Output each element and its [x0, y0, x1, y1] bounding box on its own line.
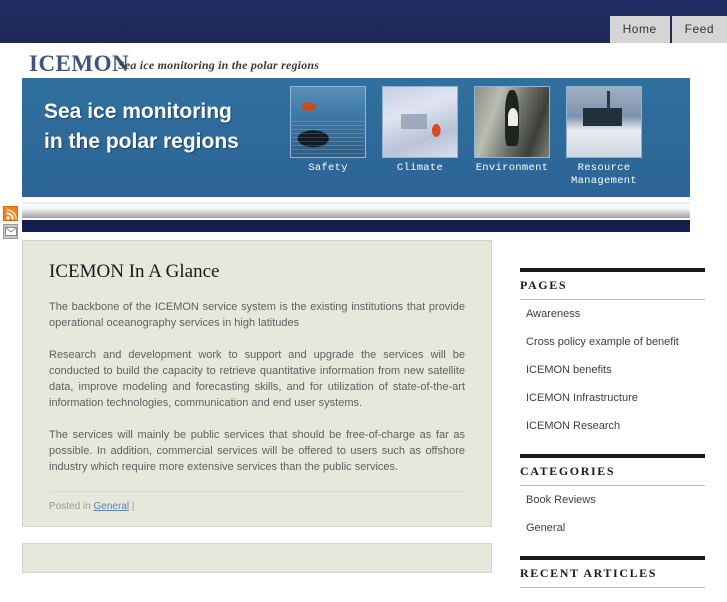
post-meta-suffix: |: [129, 501, 135, 512]
sidebar-item-general[interactable]: General: [526, 522, 566, 534]
banner-tile-label-environment: Environment: [475, 162, 549, 174]
banner-headline: [44, 97, 304, 157]
banner-tile-resource-management[interactable]: [566, 86, 642, 188]
top-nav-feed[interactable]: Feed: [670, 16, 727, 43]
sidebar-heading-recent-articles: RECENT ARTICLES: [520, 566, 705, 588]
lifeboat-whale-photo: [290, 86, 366, 158]
post-paragraph-3: The services will mainly be public services that should be free-of-charge as far as possible. In addition, commercial services will be offered to users such as offshore industry which require more extensive services than the public services.: [49, 429, 465, 473]
seabird-photo: [474, 86, 550, 158]
top-nav-menu: [608, 16, 727, 43]
main-content: [22, 240, 492, 573]
navy-divider: [22, 220, 690, 232]
hero-banner: [22, 78, 690, 197]
sidebar-item-icemon-infrastructure[interactable]: ICEMON Infrastructure: [526, 392, 638, 404]
share-icon-column: [3, 206, 19, 242]
sidebar-heading-pages: PAGES: [520, 278, 705, 300]
banner-headline-line1: Sea ice monitoring: [44, 100, 232, 123]
banner-tile-group: [290, 86, 642, 188]
sidebar-item-cross-policy-example-of-benefit[interactable]: Cross policy example of benefit: [526, 336, 679, 348]
top-navigation-bar: [0, 0, 727, 43]
post-meta-prefix: Posted in: [49, 501, 94, 512]
sidebar-rule: [520, 268, 705, 272]
sidebar: [520, 268, 705, 602]
site-tagline: Sea ice monitoring in the polar regions: [118, 58, 320, 72]
post-paragraph-2: Research and development work to support and upgrade the services will be conducted to build the capacity to retrieve quantitative information from new satellite data, improve modeling and forecasting skills, and for utilization of state-of-the-art information technologies, communication and end user systems.: [49, 349, 465, 409]
icy-ship-photo: [382, 86, 458, 158]
next-post-article: [22, 543, 492, 573]
sidebar-item-awareness[interactable]: Awareness: [526, 308, 581, 320]
sidebar-rule: [520, 556, 705, 560]
post-meta: [49, 491, 465, 512]
post-category-link[interactable]: General: [93, 501, 130, 512]
top-nav-home[interactable]: Home: [608, 16, 670, 43]
banner-tile-label-resource-management: Resource Management: [570, 162, 637, 187]
site-title[interactable]: ICEMON: [29, 51, 130, 76]
sidebar-section-categories: [520, 454, 705, 542]
sidebar-item-icemon-benefits[interactable]: ICEMON benefits: [526, 364, 612, 376]
sidebar-item-icemon-research[interactable]: ICEMON Research: [526, 420, 621, 432]
silver-divider: [22, 201, 690, 218]
banner-headline-line2: in the polar regions: [44, 130, 239, 153]
sidebar-item-book-reviews[interactable]: Book Reviews: [526, 494, 596, 506]
post-paragraph-1: The backbone of the ICEMON service system is the existing institutions that provide operational oceanography services in high latitudes: [49, 301, 465, 329]
offshore-rig-photo: [566, 86, 642, 158]
banner-tile-climate[interactable]: [382, 86, 458, 188]
banner-tile-label-climate: Climate: [396, 162, 444, 174]
sidebar-section-pages: [520, 268, 705, 440]
post-article: [22, 240, 492, 527]
email-icon[interactable]: [3, 224, 18, 239]
rss-icon[interactable]: [3, 206, 18, 221]
sidebar-rule: [520, 454, 705, 458]
banner-tile-safety[interactable]: [290, 86, 366, 188]
sidebar-list-categories: [520, 486, 705, 542]
sidebar-heading-categories: CATEGORIES: [520, 464, 705, 486]
banner-tile-label-safety: Safety: [308, 162, 348, 174]
sidebar-list-pages: [520, 300, 705, 440]
site-header: [0, 43, 727, 78]
sidebar-section-recent-articles: [520, 556, 705, 588]
post-title[interactable]: ICEMON In A Glance: [49, 261, 220, 282]
banner-tile-environment[interactable]: [474, 86, 550, 188]
